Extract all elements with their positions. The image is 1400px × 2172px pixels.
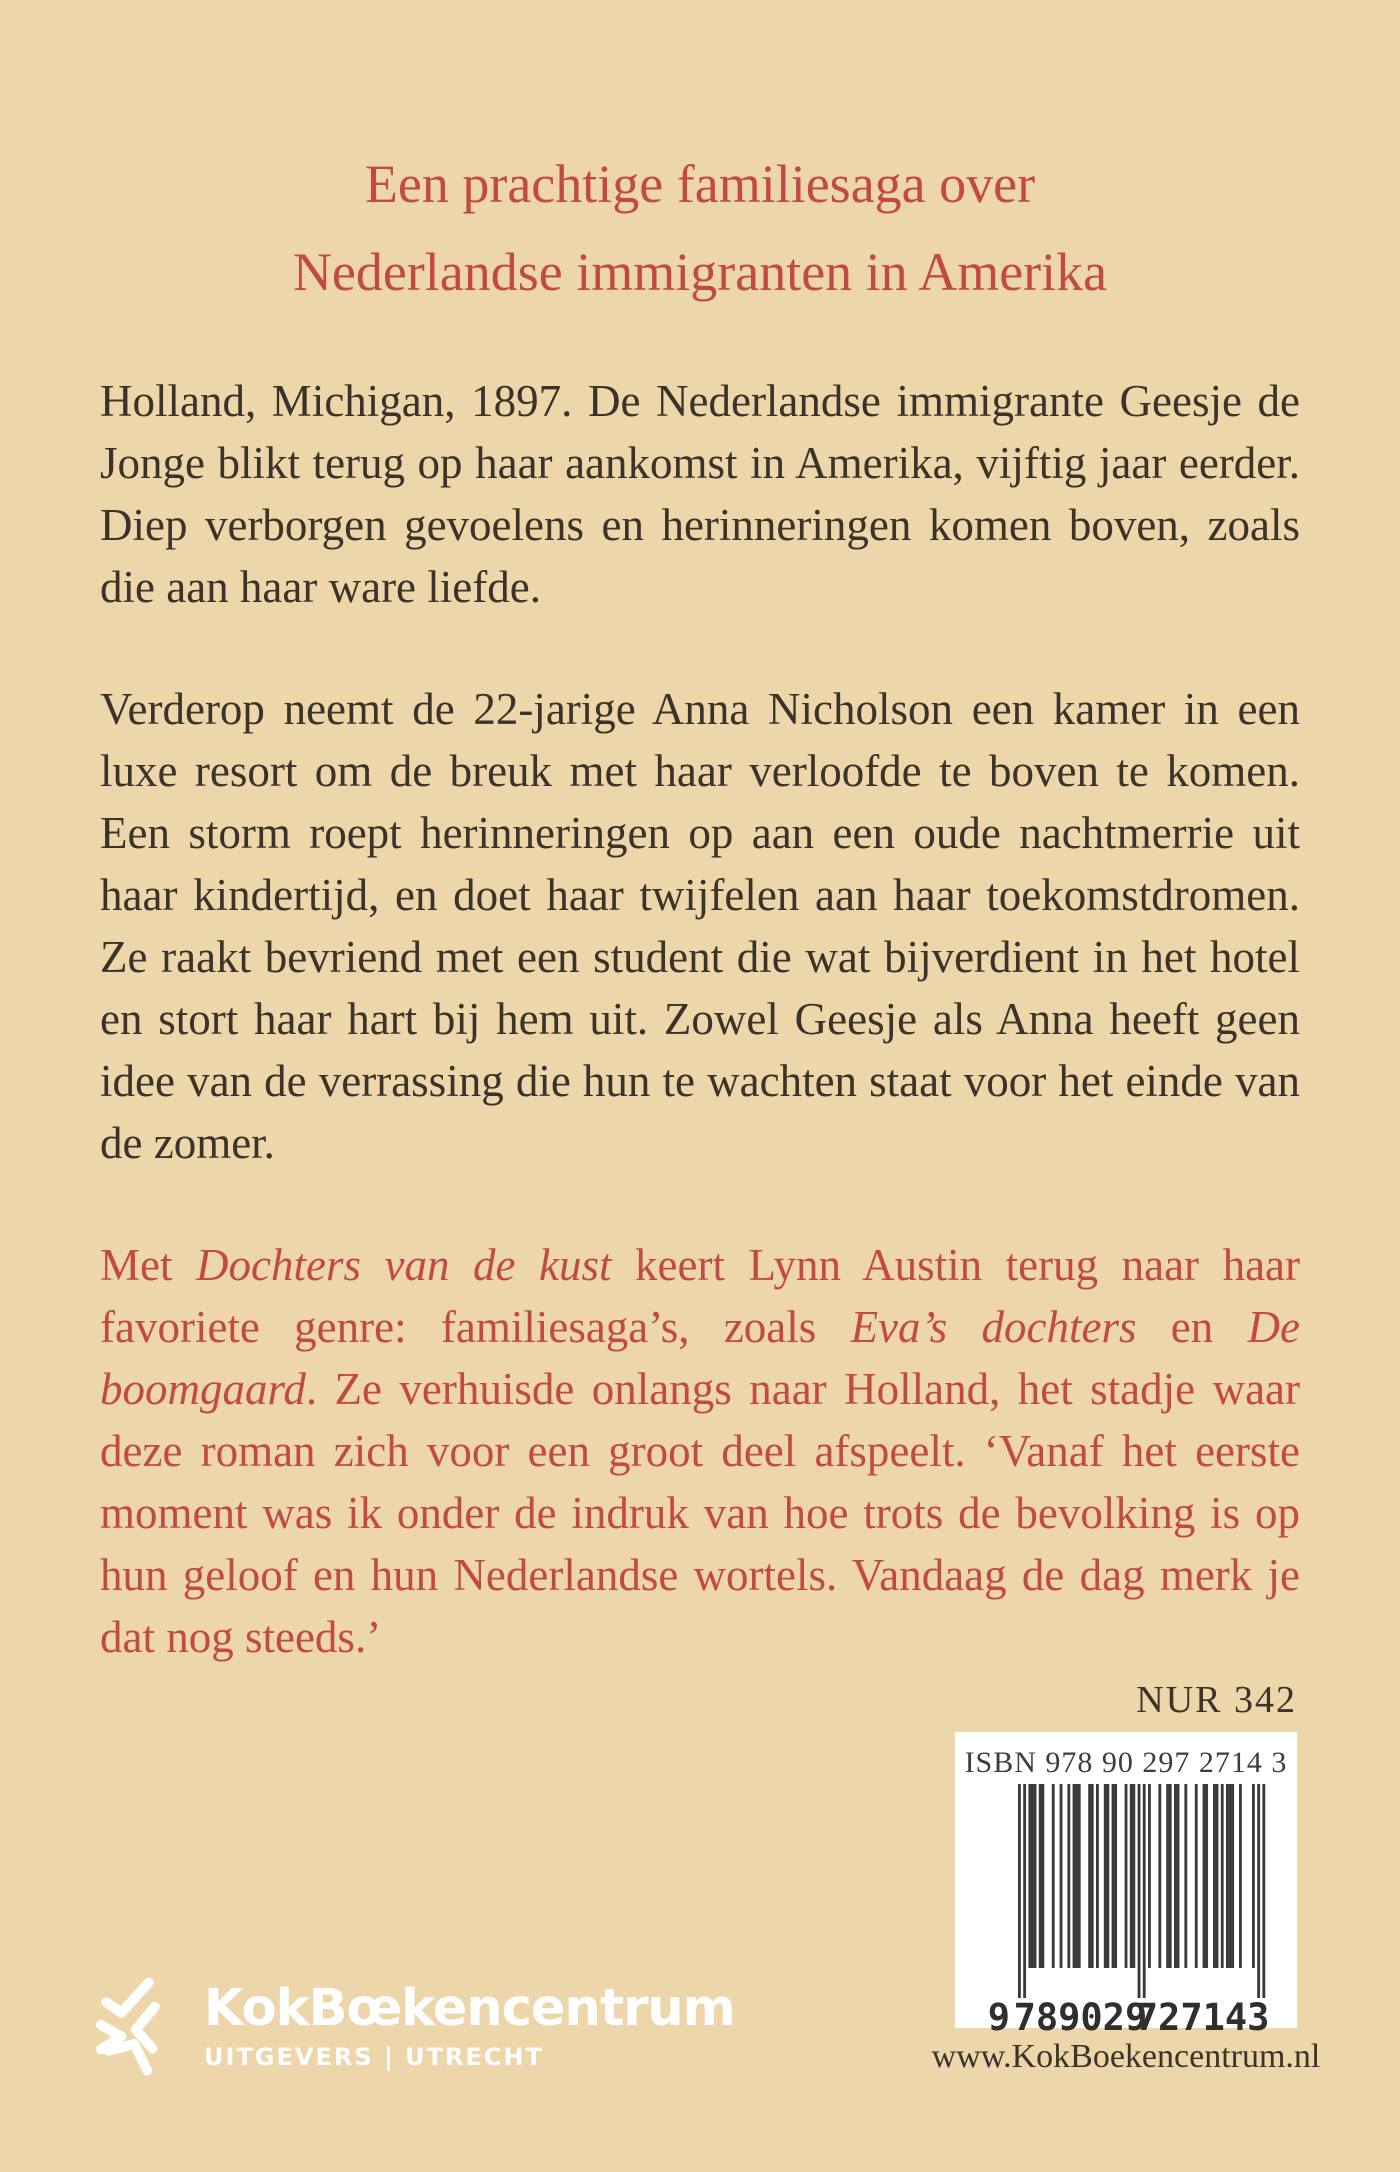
synopsis-paragraph-1: Holland, Michigan, 1897. De Nederlandse immigrante Geesje de Jonge blikt terug op haar aankomst in Amerika, vijftig jaar eerder. Diep verborgen gevoelens en herinneringen komen boven, zoals die aan haar ware liefde.: [100, 376, 1300, 612]
publisher-logo: [88, 1960, 735, 2084]
author-note: Met Dochters van de kust keert Lynn Austin terug naar haar favoriete genre: familiesaga’s, zoals Eva’s dochters en De boomgaard. Ze verhuisde onlangs naar Holland, het stadje waar deze roman zich voor een groot deel afspeelt. ‘Vanaf het eerste moment was ik onder de indruk van hoe trots de bevolking is op hun geloof en hun Nederlandse wortels. Vandaag de dag merk je dat nog steeds.’: [100, 1240, 1301, 1662]
nur-code: NUR 342: [1136, 1679, 1297, 1721]
ean13-barcode: [984, 1784, 1269, 2036]
publisher-logo-name: KokBœkencentrum: [204, 1979, 735, 2038]
tagline-line2: Nederlandse immigranten in Amerika: [292, 242, 1108, 302]
isbn-label: ISBN 978 90 297 2714 3: [964, 1746, 1288, 1779]
publisher-logo-subtitle: UITGEVERS | UTRECHT: [204, 2043, 544, 2071]
barcode-digits-left: 789029: [1013, 1996, 1147, 2036]
publisher-website: www.KokBoekencentrum.nl: [931, 2038, 1321, 2075]
synopsis-paragraph-2: Verderop neemt de 22-jarige Anna Nicholson een kamer in een luxe resort om de breuk met haar verloofde te boven te komen. Een storm roept herinneringen op aan een oude nachtmerrie uit haar kindertijd, en doet haar twijfelen aan haar toekomstdromen. Ze raakt bevriend met een student die wat bijverdient in het hotel en stort haar hart bij hem uit. Zowel Geesje als Anna heeft geen idee van de verrassing die hun te wachten staat voor het einde van de zomer.: [100, 684, 1300, 1168]
publisher-logo-mark-icon: [88, 1966, 170, 2084]
isbn-barcode-panel: [955, 1732, 1297, 2036]
tagline-line1: Een prachtige familiesaga over: [364, 154, 1036, 214]
publisher-logo-text: [204, 1979, 735, 2071]
synopsis: [100, 370, 1300, 1668]
tagline: [0, 0, 1400, 316]
barcode-digit-lead: 9: [987, 1996, 1010, 2036]
barcode-digits-right: 727143: [1135, 1996, 1269, 2036]
